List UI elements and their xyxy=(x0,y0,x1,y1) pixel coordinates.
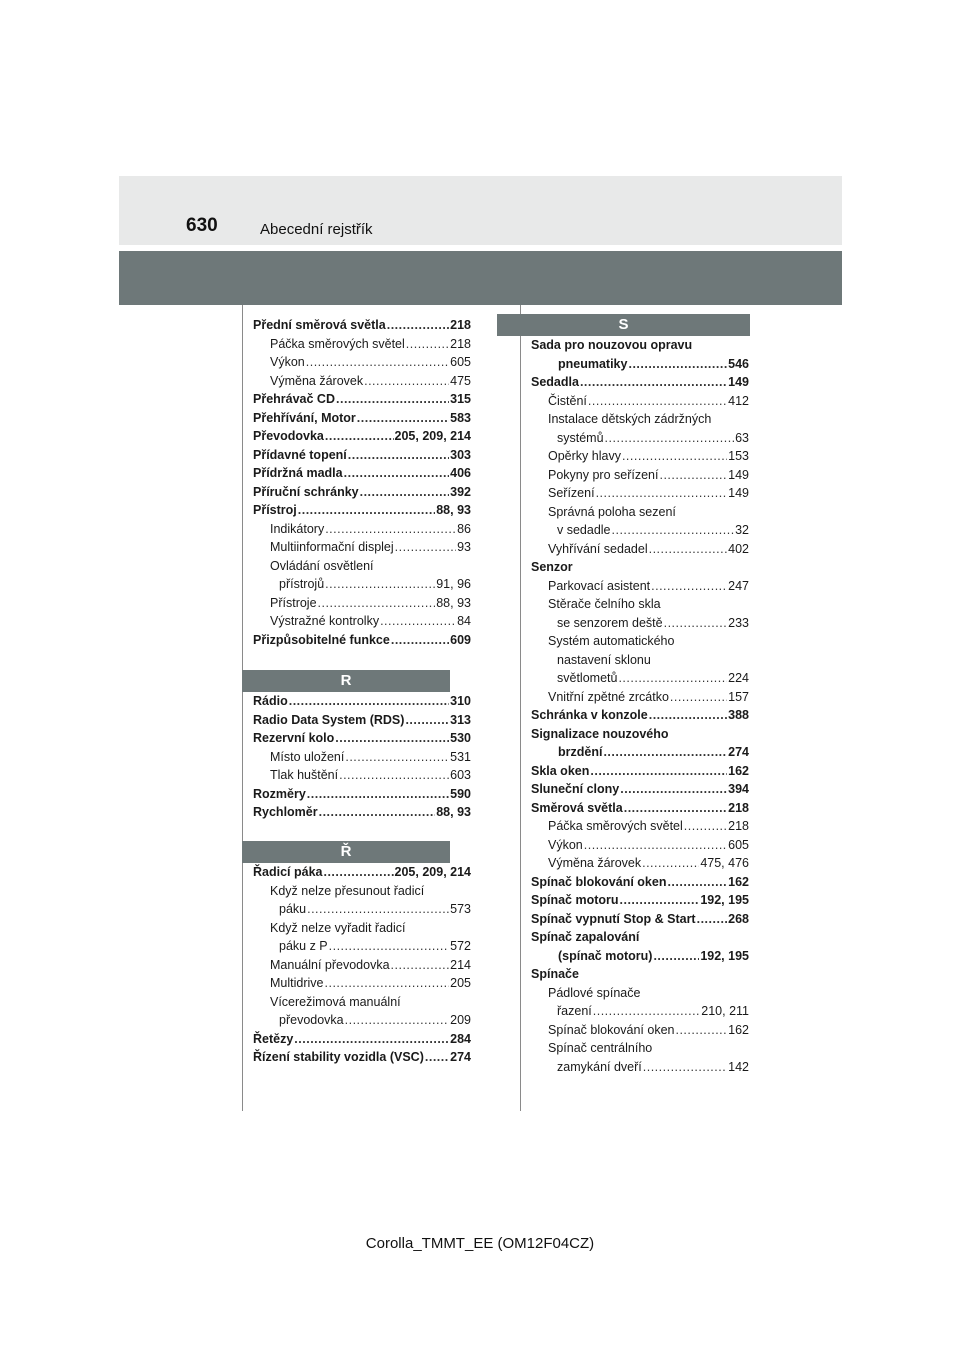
entry-term: Spínač motoru xyxy=(531,893,619,907)
entry-term: Řízení stability vozidla (VSC) xyxy=(253,1050,424,1064)
index-entry xyxy=(253,538,471,557)
entry-term: Sluneční clony xyxy=(531,782,620,796)
entry-term: Převodovka xyxy=(253,429,324,443)
leader-dots xyxy=(593,1002,701,1021)
entry-page: 142 xyxy=(728,1059,749,1074)
index-entry xyxy=(253,483,471,502)
entry-term: Přední směrová světla xyxy=(253,318,386,332)
index-entry xyxy=(253,900,471,919)
footer-model-code: Corolla_TMMT_EE (OM12F04CZ) xyxy=(365,1235,595,1252)
leader-dots xyxy=(620,891,700,910)
leader-dots xyxy=(684,817,727,836)
entry-term: Přizpůsobitelné funkce xyxy=(253,632,390,647)
entry-term: Páčka směrových světel xyxy=(270,336,405,351)
leader-dots xyxy=(307,785,449,804)
index-entry xyxy=(531,392,749,411)
entry-page: 303 xyxy=(450,447,471,462)
index-list-s xyxy=(531,336,749,1076)
entry-page: 392 xyxy=(450,484,471,499)
index-entry xyxy=(253,390,471,409)
entry-page: 192, 195 xyxy=(700,948,749,963)
index-entry xyxy=(253,631,471,650)
entry-term: Tlak huštění xyxy=(270,768,339,782)
entry-term: Indikátory xyxy=(270,521,325,536)
leader-dots xyxy=(391,631,449,650)
index-entry xyxy=(253,748,471,767)
leader-dots xyxy=(620,780,727,799)
leader-dots xyxy=(357,409,449,428)
leader-dots xyxy=(590,762,727,781)
entry-page: 63 xyxy=(735,430,749,445)
entry-term: páku xyxy=(279,902,307,916)
header-band xyxy=(119,176,842,245)
index-entry: Když nelze vyřadit řadicí xyxy=(270,920,406,935)
leader-dots xyxy=(306,353,449,372)
entry-term: Rádio xyxy=(253,694,288,708)
entry-page: 590 xyxy=(450,786,471,801)
leader-dots xyxy=(318,594,436,613)
index-entry xyxy=(253,803,471,822)
entry-term: Sedadla xyxy=(531,375,579,389)
index-entry: Spínač centrálního xyxy=(548,1041,653,1055)
entry-page: 310 xyxy=(450,694,471,708)
leader-dots xyxy=(323,863,393,882)
index-entry xyxy=(253,409,471,428)
index-entry xyxy=(531,910,749,929)
leader-dots xyxy=(651,577,727,596)
leader-dots xyxy=(294,1030,449,1049)
index-entry xyxy=(253,937,471,956)
entry-term: Přídavné topení xyxy=(253,447,347,462)
leader-dots xyxy=(596,484,728,503)
entry-page: 84 xyxy=(457,614,471,628)
entry-term: Rozměry xyxy=(253,786,306,801)
index-entry xyxy=(531,466,749,485)
index-entry: Spínače xyxy=(531,967,579,981)
index-entry xyxy=(253,785,471,804)
entry-page: 475, 476 xyxy=(700,856,749,870)
index-entry xyxy=(253,1011,471,1030)
entry-page: 205, 209, 214 xyxy=(394,429,471,443)
entry-page: 605 xyxy=(450,355,471,369)
index-entry xyxy=(253,575,471,594)
index-entry xyxy=(253,1030,471,1049)
index-entry xyxy=(531,484,749,503)
leader-dots xyxy=(605,429,735,448)
entry-page: 313 xyxy=(450,712,471,727)
leader-dots xyxy=(289,692,449,711)
leader-dots xyxy=(325,575,435,594)
entry-page: 274 xyxy=(728,745,749,759)
entry-term: v sedadle xyxy=(557,523,611,537)
entry-page: 406 xyxy=(450,466,471,480)
entry-page: 412 xyxy=(728,393,749,408)
leader-dots xyxy=(345,748,449,767)
index-entry xyxy=(253,335,471,354)
entry-page: 583 xyxy=(450,410,471,425)
entry-page: 210, 211 xyxy=(701,1004,749,1018)
entry-term: Vnitřní zpětné zrcátko xyxy=(548,689,669,704)
entry-page: 162 xyxy=(728,763,749,778)
leader-dots xyxy=(298,501,435,520)
leader-dots xyxy=(588,392,727,411)
leader-dots xyxy=(360,483,450,502)
entry-term: Místo uložení xyxy=(270,749,345,764)
index-list-p xyxy=(253,316,471,649)
entry-page: 88, 93 xyxy=(436,503,471,517)
index-entry xyxy=(531,762,749,781)
entry-term: Skla oken xyxy=(531,763,590,778)
leader-dots xyxy=(364,372,449,391)
leader-dots xyxy=(345,1011,450,1030)
leader-dots xyxy=(325,974,450,993)
index-entry xyxy=(531,1058,749,1077)
leader-dots xyxy=(405,711,449,730)
leader-dots xyxy=(624,799,727,818)
entry-page: 218 xyxy=(728,800,749,815)
entry-page: 205 xyxy=(450,976,471,990)
leader-dots xyxy=(675,1021,727,1040)
entry-term: přístrojů xyxy=(279,577,325,591)
index-entry xyxy=(531,1002,749,1021)
index-entry xyxy=(531,669,749,688)
index-entry: Pádlové spínače xyxy=(548,985,641,1000)
entry-term: Řetězy xyxy=(253,1031,294,1046)
column-divider-right xyxy=(520,305,521,1111)
entry-term: Spínač vypnutí Stop & Start xyxy=(531,911,696,926)
header-bar xyxy=(119,251,842,305)
leader-dots xyxy=(659,466,727,485)
leader-dots xyxy=(319,803,436,822)
leader-dots xyxy=(584,836,727,855)
leader-dots xyxy=(618,669,727,688)
entry-term: Výkon xyxy=(270,355,305,369)
column-divider-left xyxy=(242,305,243,1111)
entry-page: 388 xyxy=(728,708,749,722)
entry-page: 315 xyxy=(450,392,471,406)
index-entry: Vícerežimová manuální xyxy=(270,994,401,1009)
index-entry: Správná poloha sezení xyxy=(548,504,676,519)
entry-term: páku z P xyxy=(279,939,328,953)
entry-term: Přídržná madla xyxy=(253,466,343,480)
entry-term: Směrová světla xyxy=(531,800,623,815)
entry-term: Výměna žárovek xyxy=(270,373,364,388)
index-entry xyxy=(531,688,749,707)
entry-term: Rezervní kolo xyxy=(253,731,335,745)
leader-dots xyxy=(643,1058,727,1077)
leader-dots xyxy=(628,355,727,374)
entry-term: (spínač motoru) xyxy=(558,948,653,963)
index-entry: Instalace dětských zádržných xyxy=(548,412,712,426)
entry-page: 157 xyxy=(728,689,749,704)
index-entry xyxy=(253,372,471,391)
leader-dots xyxy=(697,910,728,929)
index-entry: Systém automatického xyxy=(548,634,675,648)
entry-page: 192, 195 xyxy=(700,893,749,907)
index-entry xyxy=(253,711,471,730)
entry-term: zamykání dveří xyxy=(557,1059,642,1074)
entry-term: řazení xyxy=(557,1004,592,1018)
index-entry xyxy=(253,501,471,520)
index-entry xyxy=(253,594,471,613)
entry-term: Přehřívání, Motor xyxy=(253,410,356,425)
entry-page: 546 xyxy=(728,356,749,371)
index-entry xyxy=(253,1048,471,1067)
index-entry xyxy=(253,956,471,975)
entry-term: Páčka směrových světel xyxy=(548,819,683,833)
entry-term: Výstražné kontrolky xyxy=(270,614,380,628)
entry-term: Přístroj xyxy=(253,503,297,517)
index-entry: Senzor xyxy=(531,560,573,574)
index-entry xyxy=(531,817,749,836)
entry-page: 91, 96 xyxy=(436,577,471,591)
entry-page: 605 xyxy=(728,837,749,852)
leader-dots xyxy=(612,521,735,540)
index-entry xyxy=(531,706,749,725)
leader-dots xyxy=(653,947,699,966)
index-entry xyxy=(531,873,749,892)
leader-dots xyxy=(406,335,449,354)
entry-page: 247 xyxy=(728,578,749,593)
index-entry xyxy=(531,521,749,540)
index-entry xyxy=(531,854,749,873)
entry-page: 32 xyxy=(735,523,749,537)
entry-page: 149 xyxy=(728,486,749,500)
leader-dots xyxy=(649,706,727,725)
index-entry: Stěrače čelního skla xyxy=(548,597,661,611)
entry-page: 149 xyxy=(728,375,749,389)
leader-dots xyxy=(670,688,727,707)
leader-dots xyxy=(344,464,450,483)
entry-page: 209 xyxy=(450,1013,471,1027)
entry-page: 162 xyxy=(728,874,749,889)
index-entry xyxy=(531,355,749,374)
entry-term: brzdění xyxy=(558,745,603,759)
entry-page: 394 xyxy=(728,782,749,796)
page-title: Abecední rejstřík xyxy=(260,221,373,238)
leader-dots xyxy=(642,854,699,873)
entry-term: Seřízení xyxy=(548,486,595,500)
index-entry xyxy=(253,612,471,631)
leader-dots xyxy=(325,427,394,446)
entry-term: Parkovací asistent xyxy=(548,578,651,593)
index-entry: Ovládání osvětlení xyxy=(270,558,374,573)
entry-page: 268 xyxy=(728,911,749,926)
leader-dots xyxy=(325,520,456,539)
entry-page: 233 xyxy=(728,615,749,630)
index-entry: Spínač zapalování xyxy=(531,930,640,944)
entry-term: Spínač blokování oken xyxy=(531,874,667,889)
leader-dots xyxy=(391,956,450,975)
index-entry xyxy=(253,974,471,993)
entry-term: Vyhřívání sedadel xyxy=(548,541,648,556)
index-entry xyxy=(531,577,749,596)
index-entry xyxy=(531,891,749,910)
leader-dots xyxy=(307,900,449,919)
entry-page: 153 xyxy=(728,449,749,463)
leader-dots xyxy=(335,729,449,748)
entry-term: Výkon xyxy=(548,837,583,852)
leader-dots xyxy=(649,540,728,559)
leader-dots xyxy=(336,390,449,409)
entry-term: pneumatiky xyxy=(558,356,628,371)
entry-term: systémů xyxy=(557,430,604,445)
entry-term: Radio Data System (RDS) xyxy=(253,712,405,727)
entry-term: převodovka xyxy=(279,1013,344,1027)
index-entry xyxy=(531,614,749,633)
entry-page: 86 xyxy=(457,521,471,536)
entry-page: 284 xyxy=(450,1031,471,1046)
entry-page: 572 xyxy=(450,939,471,953)
entry-page: 224 xyxy=(728,671,749,685)
entry-term: se senzorem deště xyxy=(557,615,663,630)
entry-page: 274 xyxy=(450,1050,471,1064)
page-number: 630 xyxy=(186,215,218,236)
index-entry xyxy=(253,766,471,785)
leader-dots xyxy=(425,1048,449,1067)
index-entry: Signalizace nouzového xyxy=(531,726,669,741)
entry-page: 149 xyxy=(728,467,749,482)
entry-page: 93 xyxy=(457,540,471,554)
index-entry xyxy=(253,692,471,711)
entry-term: Schránka v konzole xyxy=(531,708,648,722)
entry-term: Pokyny pro seřízení xyxy=(548,467,659,482)
section-letter-r-caron: Ř xyxy=(242,841,450,863)
index-entry xyxy=(253,863,471,882)
entry-page: 218 xyxy=(450,336,471,351)
index-entry xyxy=(531,836,749,855)
entry-page: 214 xyxy=(450,957,471,972)
index-entry xyxy=(531,743,749,762)
leader-dots xyxy=(348,446,449,465)
entry-page: 88, 93 xyxy=(436,805,471,819)
entry-term: Přehrávač CD xyxy=(253,392,335,406)
index-entry xyxy=(253,427,471,446)
index-entry xyxy=(531,947,749,966)
leader-dots xyxy=(667,873,727,892)
entry-page: 218 xyxy=(728,819,749,833)
entry-term: Spínač blokování oken xyxy=(548,1022,675,1037)
entry-term: Multiinformační displej xyxy=(270,540,394,554)
leader-dots xyxy=(380,612,456,631)
entry-term: Přístroje xyxy=(270,595,317,610)
leader-dots xyxy=(387,316,449,335)
entry-page: 475 xyxy=(450,373,471,388)
entry-term: Příruční schránky xyxy=(253,484,359,499)
entry-page: 88, 93 xyxy=(436,595,471,610)
entry-term: Opěrky hlavy xyxy=(548,449,621,463)
index-entry: Sada pro nouzovou opravu xyxy=(531,338,693,352)
entry-page: 530 xyxy=(450,731,471,745)
entry-page: 162 xyxy=(728,1022,749,1037)
leader-dots xyxy=(580,373,727,392)
leader-dots xyxy=(329,937,450,956)
index-entry xyxy=(253,353,471,372)
index-entry: Když nelze přesunout řadicí xyxy=(270,883,425,898)
index-list-r xyxy=(253,692,471,822)
entry-page: 573 xyxy=(450,902,471,916)
index-entry xyxy=(253,446,471,465)
index-entry xyxy=(531,540,749,559)
index-list-r-caron xyxy=(253,863,471,1067)
leader-dots xyxy=(395,538,456,557)
index-entry xyxy=(531,799,749,818)
leader-dots xyxy=(339,766,449,785)
index-entry xyxy=(253,464,471,483)
entry-term: Multidrive xyxy=(270,976,324,990)
leader-dots xyxy=(664,614,728,633)
leader-dots xyxy=(622,447,727,466)
index-entry xyxy=(531,780,749,799)
entry-term: Manuální převodovka xyxy=(270,957,390,972)
entry-term: Výměna žárovek xyxy=(548,856,642,870)
index-entry xyxy=(531,1021,749,1040)
section-letter-s: S xyxy=(497,314,750,336)
entry-page: 402 xyxy=(728,541,749,556)
section-letter-r: R xyxy=(242,670,450,692)
leader-dots xyxy=(603,743,727,762)
index-entry xyxy=(531,429,749,448)
entry-page: 218 xyxy=(450,318,471,332)
entry-term: Řadicí páka xyxy=(253,865,323,879)
entry-page: 531 xyxy=(450,749,471,764)
index-entry xyxy=(253,316,471,335)
index-entry xyxy=(253,520,471,539)
entry-page: 609 xyxy=(450,632,471,647)
index-entry: nastavení sklonu xyxy=(557,652,651,667)
index-entry xyxy=(531,447,749,466)
entry-page: 603 xyxy=(450,768,471,782)
entry-term: Rychloměr xyxy=(253,805,318,819)
entry-page: 205, 209, 214 xyxy=(394,865,471,879)
entry-term: světlometů xyxy=(557,671,618,685)
index-entry xyxy=(531,373,749,392)
entry-term: Čistění xyxy=(548,393,587,408)
index-entry xyxy=(253,729,471,748)
